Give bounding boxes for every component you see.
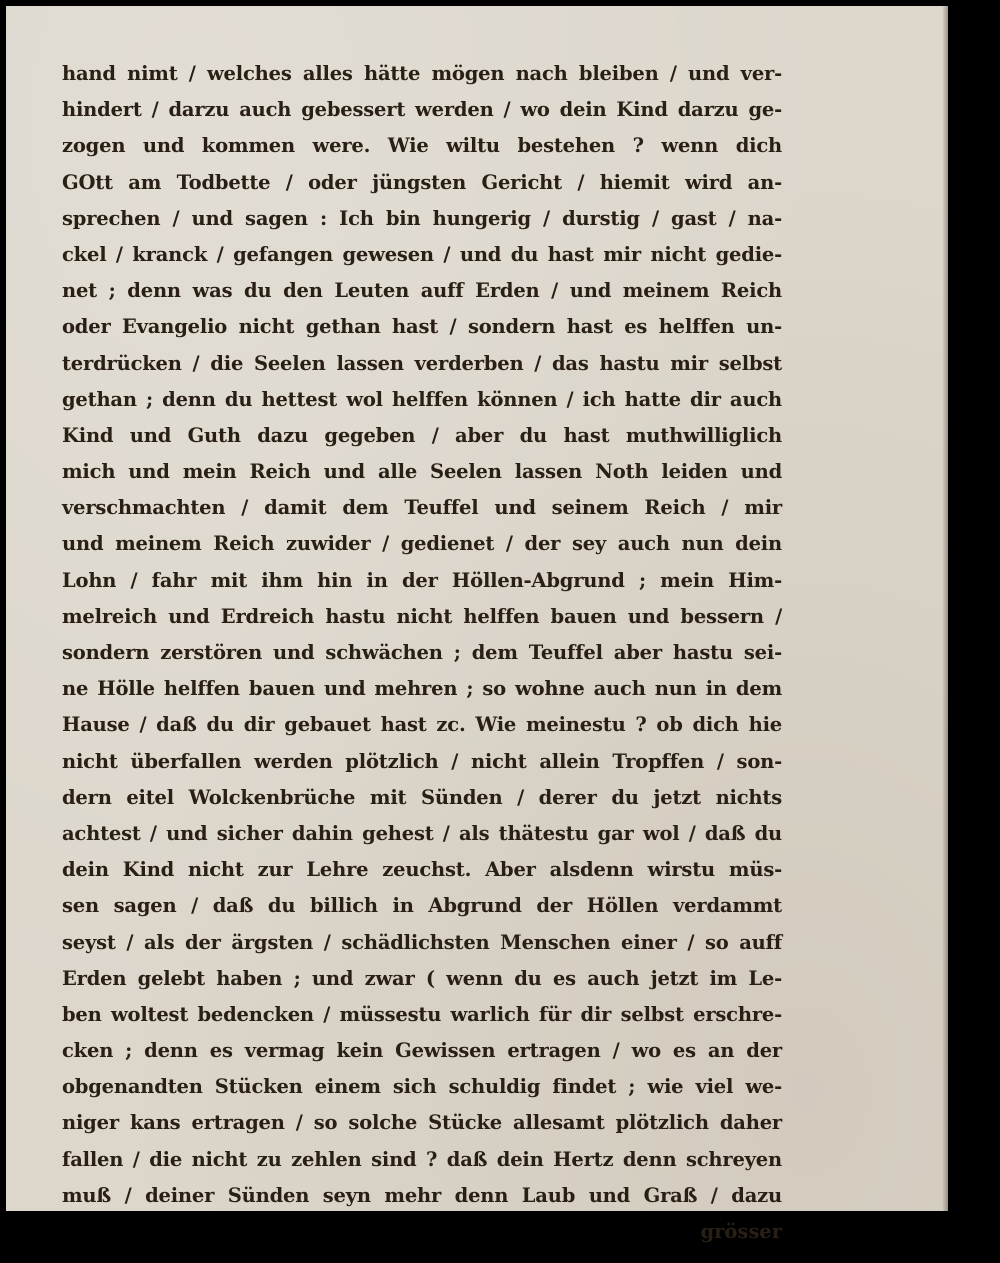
catchword: grösser <box>700 1220 782 1243</box>
text-line: zogen und kommen were. Wie wiltu bestehen ? wenn dich <box>62 134 782 158</box>
text-line: nicht überfallen werden plötzlich / nicht allein Tropffen / son- <box>62 749 782 773</box>
text-line: verschmachten / damit dem Teuffel und seinem Reich / mir <box>62 496 782 520</box>
text-line: oder Evangelio nicht gethan hast / sondern hast es helffen un- <box>62 315 782 339</box>
text-line: seyst / als der ärgsten / schädlichsten Menschen einer / so auff <box>62 930 782 954</box>
text-line: dein Kind nicht zur Lehre zeuchst. Aber alsdenn wirstu müs- <box>62 858 782 882</box>
text-line: und meinem Reich zuwider / gedienet / der sey auch nun dein <box>62 532 782 556</box>
text-line: ckel / kranck / gefangen gewesen / und du hast mir nicht gedie- <box>62 242 782 266</box>
text-line: gethan ; denn du hettest wol helffen können / ich hatte dir auch <box>62 387 782 411</box>
text-line: dern eitel Wolckenbrüche mit Sünden / derer du jetzt nichts <box>62 785 782 809</box>
text-line: mich und mein Reich und alle Seelen lassen Noth leiden und <box>62 460 782 484</box>
text-line: muß / deiner Sünden seyn mehr denn Laub und Graß / dazu <box>62 1183 782 1207</box>
text-line: sprechen / und sagen : Ich bin hungerig / durstig / gast / na- <box>62 206 782 230</box>
body-text <box>62 56 782 1250</box>
text-line: Hause / daß du dir gebauet hast zc. Wie meinestu ? ob dich hie <box>62 713 782 737</box>
text-line: melreich und Erdreich hastu nicht helffen bauen und bessern / <box>62 604 782 628</box>
text-line: Kind und Guth dazu gegeben / aber du hast muthwilliglich <box>62 423 782 447</box>
text-line: Lohn / fahr mit ihm hin in der Höllen-Abgrund ; mein Him- <box>62 568 782 592</box>
text-line: hindert / darzu auch gebessert werden / wo dein Kind darzu ge- <box>62 98 782 122</box>
text-line: terdrücken / die Seelen lassen verderben / das hastu mir selbst <box>62 351 782 375</box>
text-line: obgenandten Stücken einem sich schuldig findet ; wie viel we- <box>62 1075 782 1099</box>
book-page <box>6 6 948 1243</box>
text-line: sondern zerstören und schwächen ; dem Teuffel aber hastu sei- <box>62 641 782 664</box>
text-line: GOtt am Todbette / oder jüngsten Gericht / hiemit wird an- <box>62 170 782 194</box>
text-line: Erden gelebt haben ; und zwar ( wenn du es auch jetzt im Le- <box>62 966 782 990</box>
page-edge-shadow <box>942 6 948 1211</box>
text-line: net ; denn was du den Leuten auff Erden / und meinem Reich <box>62 279 782 303</box>
text-line: sen sagen / daß du billich in Abgrund der Höllen verdammt <box>62 894 782 918</box>
text-line: achtest / und sicher dahin gehest / als thätestu gar wol / daß du <box>62 821 782 845</box>
text-line: ne Hölle helffen bauen und mehren ; so wohne auch nun in dem <box>62 677 782 701</box>
text-line: cken ; denn es vermag kein Gewissen ertragen / wo es an der <box>62 1039 782 1063</box>
text-line: ben woltest bedencken / müssestu warlich für dir selbst erschre- <box>62 1002 782 1026</box>
text-line: hand nimt / welches alles hätte mögen nach bleiben / und ver- <box>62 62 782 85</box>
text-line: niger kans ertragen / so solche Stücke allesamt plötzlich daher <box>62 1111 782 1135</box>
text-line: fallen / die nicht zu zehlen sind ? daß dein Hertz denn schreyen <box>62 1147 782 1171</box>
